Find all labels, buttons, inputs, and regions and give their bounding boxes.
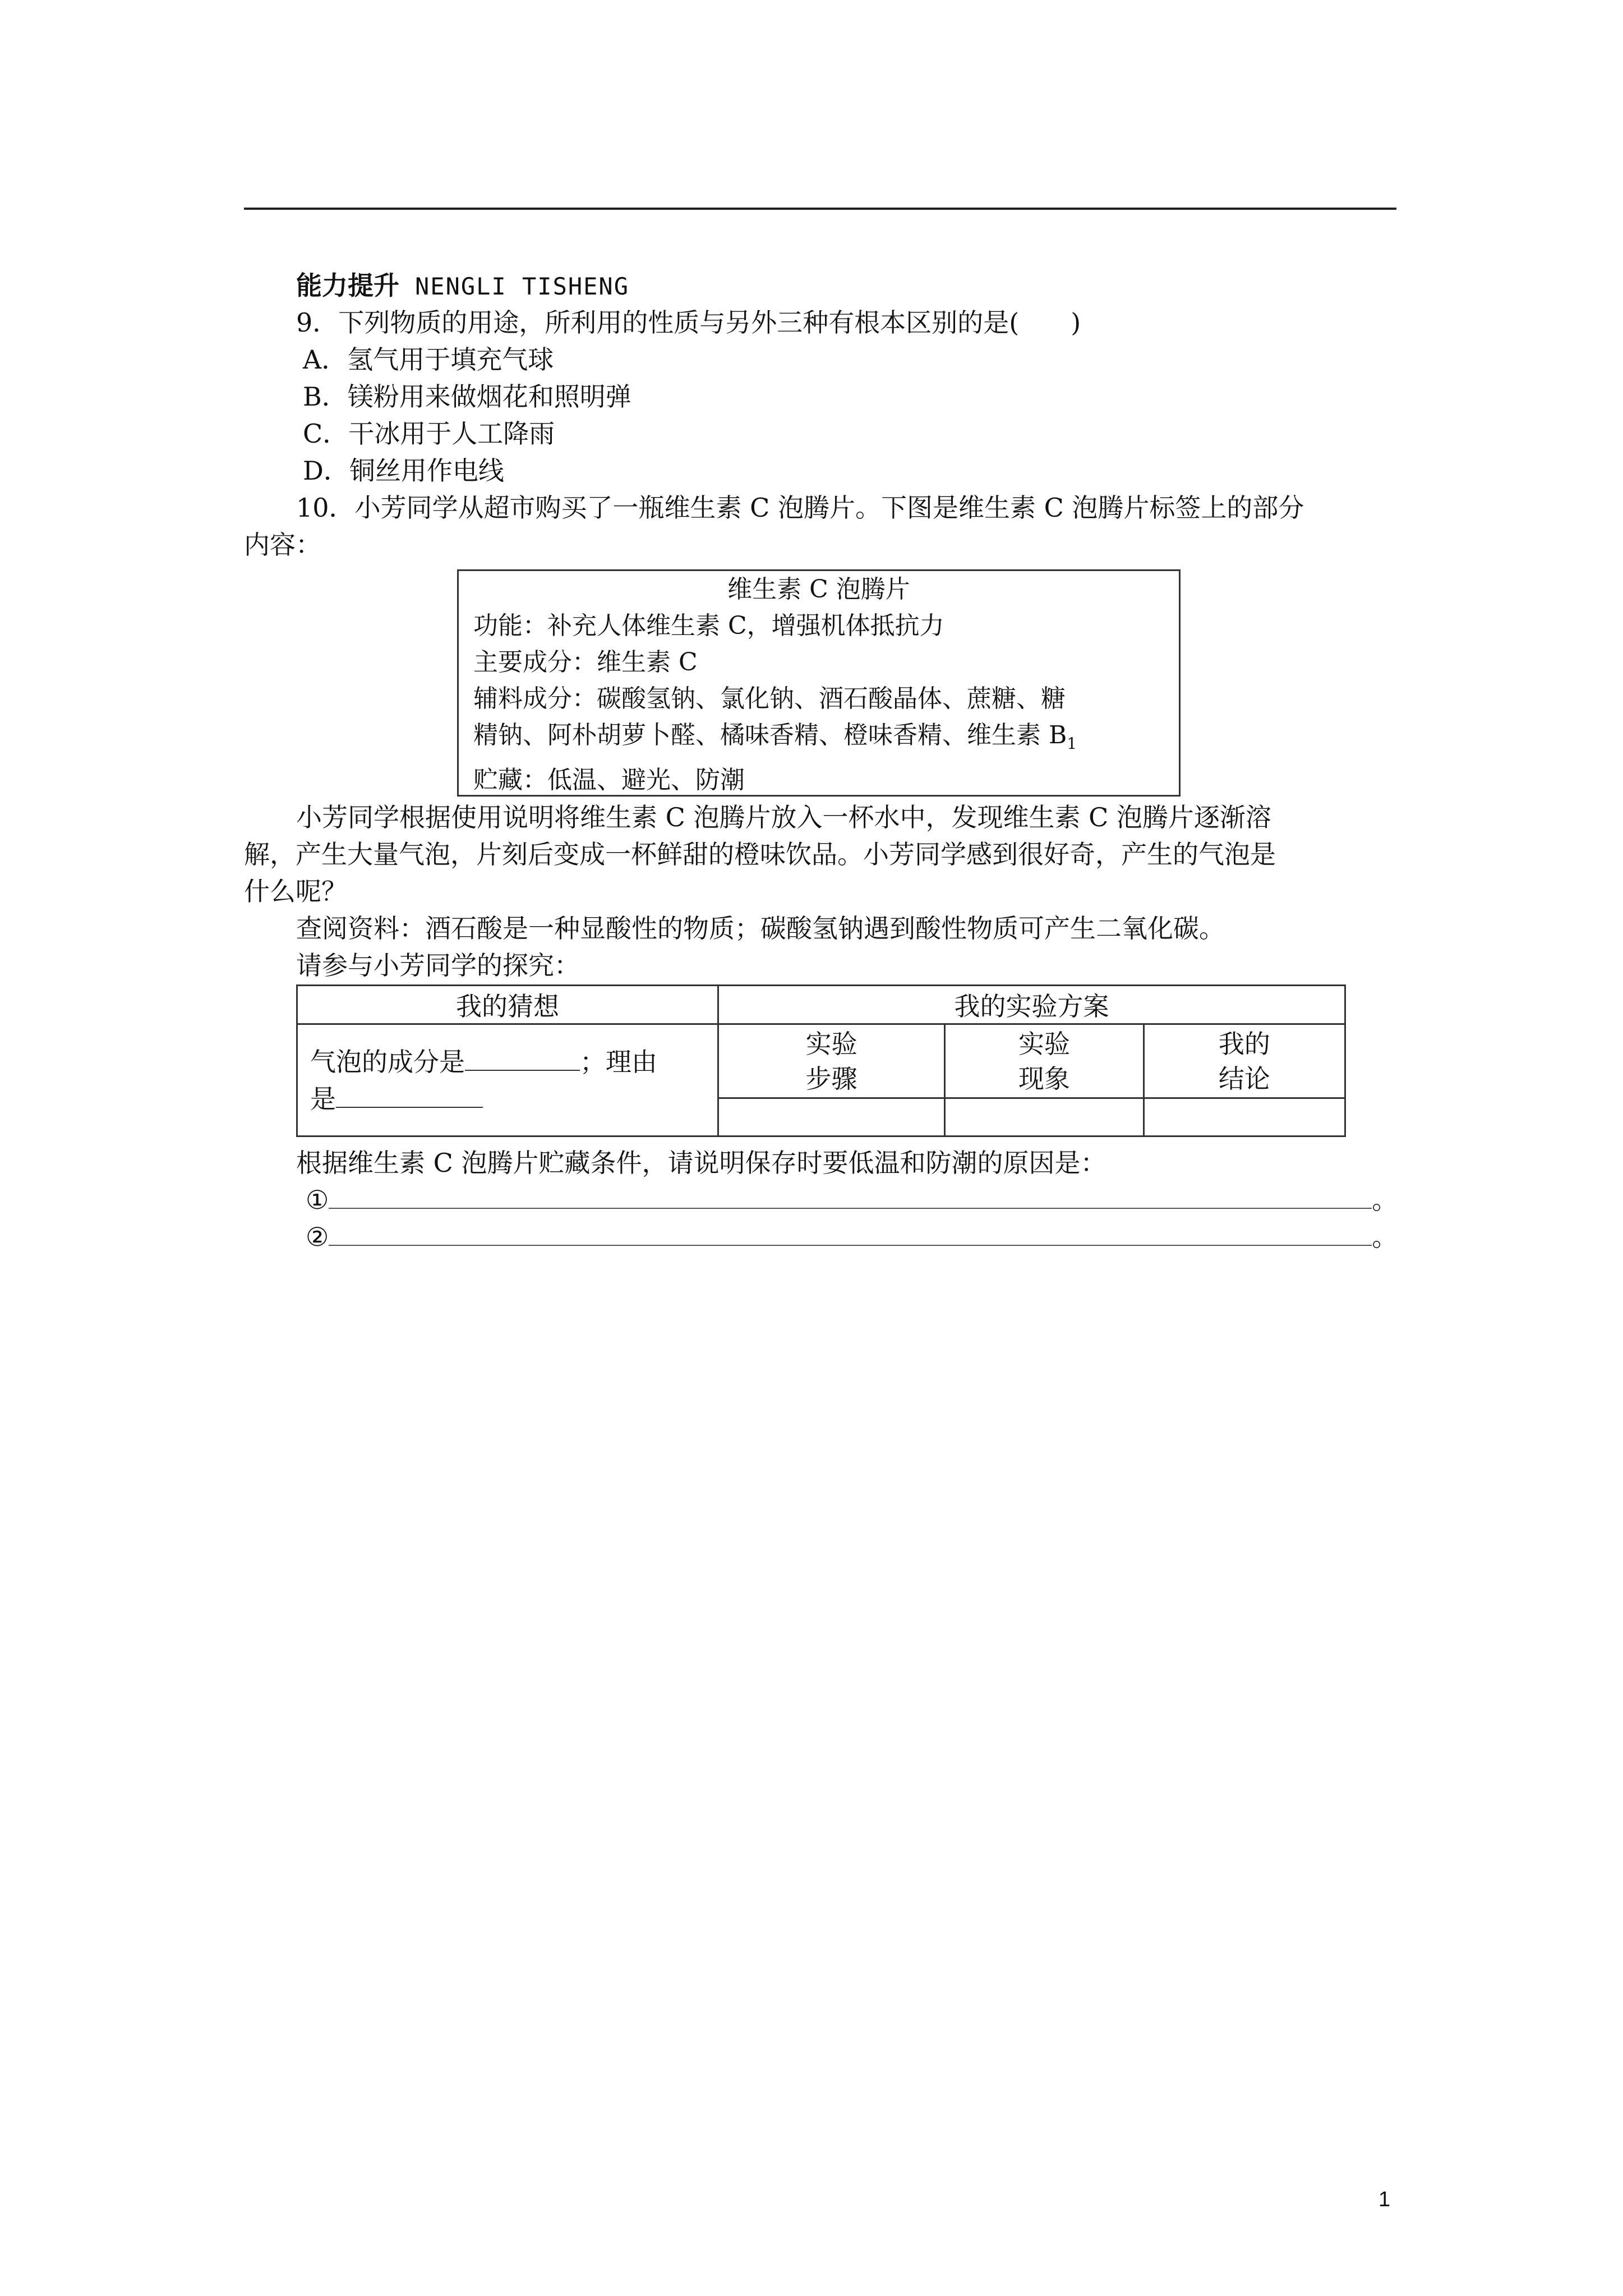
q10-para1-line2: 解，产生大量气泡，片刻后变成一杯鲜甜的橙味饮品。小芳同学感到很好奇，产生的气泡是 <box>244 839 1276 869</box>
col-phenomenon <box>945 1024 1144 1098</box>
header-rule <box>244 208 1396 210</box>
label-function: 功能：补充人体维生素 C，增强机体抵抗力 <box>473 611 944 640</box>
reason-blank[interactable] <box>336 1084 483 1108</box>
label-aux-text: 精钠、阿朴胡萝卜醛、橘味香精、橙味香精、维生素 B <box>473 721 1067 749</box>
q10-para1-line3: 什么呢？ <box>244 876 347 907</box>
q9-option-b: B．镁粉用来做烟花和照明弹 <box>303 381 631 412</box>
table-head-plan: 我的实验方案 <box>718 986 1345 1024</box>
q10-para1-line1: 小芳同学根据使用说明将维生素 C 泡腾片放入一杯水中，发现维生素 C 泡腾片逐渐溶 <box>296 802 1271 832</box>
answer-blank-1[interactable] <box>329 1183 1372 1209</box>
q9-option-c: C．干冰用于人工降雨 <box>303 418 555 449</box>
conclusion-answer-cell[interactable] <box>1144 1098 1345 1137</box>
label-storage: 贮藏：低温、避光、防潮 <box>473 765 745 794</box>
label-aux-line2 <box>459 717 1179 762</box>
answer-blank-2[interactable] <box>329 1220 1372 1246</box>
phenomenon-answer-cell[interactable] <box>945 1098 1144 1137</box>
q10-invite: 请参与小芳同学的探究： <box>296 950 580 981</box>
gas-blank[interactable] <box>465 1047 580 1071</box>
answer-period-2: 。 <box>1372 1222 1398 1252</box>
steps-answer-cell[interactable] <box>718 1098 945 1137</box>
storage-question: 根据维生素 C 泡腾片贮藏条件，请说明保存时要低温和防潮的原因是： <box>296 1148 1106 1178</box>
label-aux-line1: 辅料成分：碳酸氢钠、氯化钠、酒石酸晶体、蔗糖、糖 <box>473 684 1066 713</box>
guess-text-2: ；理由 <box>580 1046 657 1077</box>
answer-mark-2: ② <box>306 1222 329 1252</box>
page-number: 1 <box>1378 2188 1391 2211</box>
col-concl-line2: 结论 <box>1218 1063 1270 1094</box>
answer-mark-1: ① <box>306 1185 329 1215</box>
guess-text-1: 气泡的成分是 <box>310 1046 465 1077</box>
label-aux-subscript: 1 <box>1067 734 1077 753</box>
q10-reference: 查阅资料：酒石酸是一种显酸性的物质；碳酸氢钠遇到酸性物质可产生二氧化碳。 <box>296 913 1225 944</box>
q9-stem: 9．下列物质的用途，所利用的性质与另外三种有根本区别的是( ) <box>296 307 1081 338</box>
q9-option-d: D．铜丝用作电线 <box>303 455 504 486</box>
answer-line-2 <box>306 1218 1398 1255</box>
col-concl-line1: 我的 <box>1218 1028 1270 1059</box>
guess-cell <box>297 1024 718 1137</box>
guess-text-3: 是 <box>310 1083 336 1114</box>
section-pinyin: NENGLI TISHENG <box>415 273 630 300</box>
col-conclusion <box>1144 1024 1345 1098</box>
q10-intro-line1: 10．小芳同学从超市购买了一瓶维生素 C 泡腾片。下图是维生素 C 泡腾片标签上的部分 <box>296 493 1304 523</box>
col-phen-line2: 现象 <box>1018 1063 1070 1094</box>
table-head-guess: 我的猜想 <box>297 986 718 1024</box>
col-steps-line2: 步骤 <box>805 1063 857 1094</box>
experiment-table <box>296 984 1346 1137</box>
q9-option-a: A．氢气用于填充气球 <box>303 344 554 375</box>
answer-period-1: 。 <box>1372 1185 1398 1215</box>
col-steps-line1: 实验 <box>805 1028 857 1059</box>
col-phen-line1: 实验 <box>1018 1028 1070 1059</box>
label-title: 维生素 C 泡腾片 <box>727 575 910 604</box>
section-title: 能力提升 <box>296 270 399 301</box>
answer-line-1 <box>306 1181 1398 1218</box>
col-steps <box>718 1024 945 1098</box>
section-heading <box>296 267 629 305</box>
q10-intro-line2: 内容： <box>244 530 321 560</box>
label-main: 主要成分：维生素 C <box>473 648 698 677</box>
product-label-box <box>457 569 1181 797</box>
